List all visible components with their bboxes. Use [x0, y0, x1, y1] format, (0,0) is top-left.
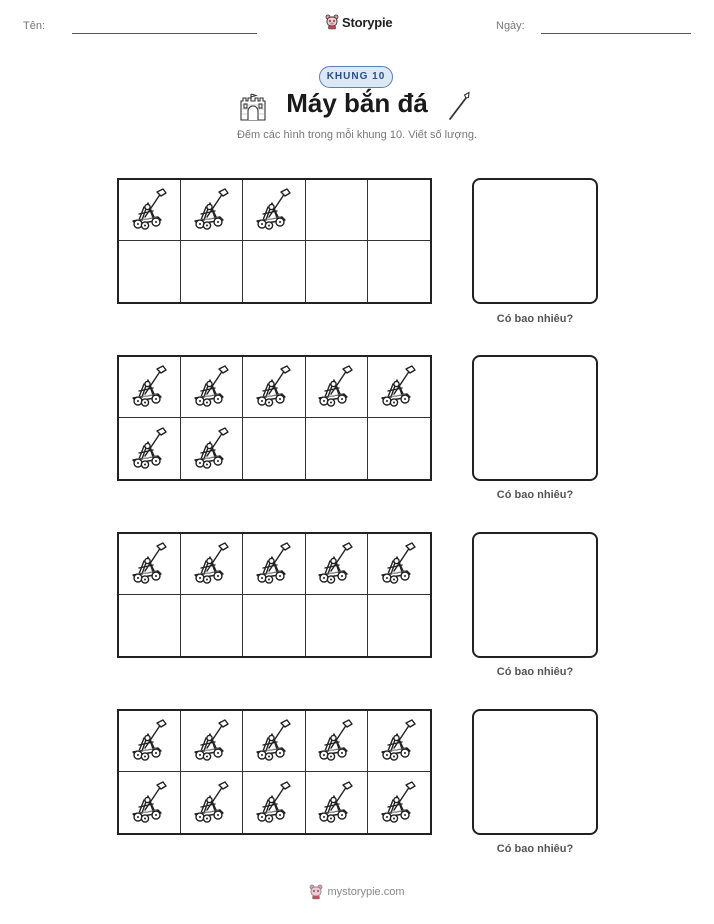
catapult-icon	[127, 718, 173, 764]
catapult-icon	[313, 780, 359, 826]
frame-cell	[119, 534, 181, 595]
footer-url: mystorypie.com	[327, 886, 405, 898]
catapult-icon	[189, 364, 235, 410]
frame-cell	[119, 418, 181, 479]
catapult-icon	[251, 541, 297, 587]
frame-cell	[243, 241, 305, 302]
catapult-icon	[251, 364, 297, 410]
catapult-icon	[127, 426, 173, 472]
footer	[0, 884, 714, 900]
catapult-icon	[127, 541, 173, 587]
answer-label-2: Có bao nhiêu?	[496, 489, 574, 501]
answer-label-4: Có bao nhiêu?	[496, 843, 574, 855]
frame-cell	[243, 595, 305, 656]
frame-cell	[368, 534, 430, 595]
frame-cell	[119, 595, 181, 656]
frame-cell	[181, 711, 243, 772]
worksheet-badge: KHUNG 10	[319, 66, 393, 88]
catapult-icon	[313, 364, 359, 410]
frame-cell	[181, 772, 243, 833]
answer-box-3[interactable]	[472, 532, 598, 658]
catapult-icon	[127, 364, 173, 410]
instructions: Đếm các hình trong mỗi khung 10. Viết số lượng.	[236, 129, 477, 141]
frame-cell	[119, 711, 181, 772]
spear-icon	[446, 91, 474, 121]
answer-box-2[interactable]	[472, 355, 598, 481]
frame-cell	[119, 357, 181, 418]
frame-cell	[243, 711, 305, 772]
frame-cell	[243, 357, 305, 418]
frame-cell	[243, 180, 305, 241]
ten-frame-3	[117, 532, 432, 658]
frame-cell	[181, 241, 243, 302]
date-label: Ngày:	[496, 20, 525, 32]
frame-cell	[306, 241, 368, 302]
frame-cell	[306, 418, 368, 479]
catapult-icon	[189, 541, 235, 587]
frame-cell	[368, 595, 430, 656]
name-field[interactable]	[72, 33, 257, 34]
frame-cell	[306, 595, 368, 656]
ten-frame-2	[117, 355, 432, 481]
answer-box-1[interactable]	[472, 178, 598, 304]
frame-cell	[368, 180, 430, 241]
mascot-icon	[325, 14, 339, 30]
brand-logo	[325, 14, 392, 30]
catapult-icon	[251, 718, 297, 764]
catapult-icon	[127, 780, 173, 826]
frame-cell	[181, 180, 243, 241]
frame-cell	[243, 534, 305, 595]
catapult-icon	[313, 541, 359, 587]
page-title: Máy bắn đá	[286, 88, 428, 118]
frame-cell	[306, 772, 368, 833]
catapult-icon	[376, 364, 422, 410]
catapult-icon	[251, 187, 297, 233]
frame-cell	[306, 534, 368, 595]
frame-cell	[368, 711, 430, 772]
catapult-icon	[189, 187, 235, 233]
frame-cell	[243, 772, 305, 833]
ten-frame-4	[117, 709, 432, 835]
catapult-icon	[376, 780, 422, 826]
catapult-icon	[189, 780, 235, 826]
catapult-icon	[376, 541, 422, 587]
catapult-icon	[376, 718, 422, 764]
frame-cell	[181, 418, 243, 479]
catapult-icon	[127, 187, 173, 233]
frame-cell	[368, 357, 430, 418]
frame-cell	[368, 241, 430, 302]
frame-cell	[119, 772, 181, 833]
frame-cell	[243, 418, 305, 479]
catapult-icon	[251, 780, 297, 826]
answer-box-4[interactable]	[472, 709, 598, 835]
catapult-icon	[313, 718, 359, 764]
catapult-icon	[189, 426, 235, 472]
frame-cell	[119, 180, 181, 241]
brand-name: Storypie	[342, 14, 393, 30]
frame-cell	[181, 357, 243, 418]
frame-cell	[181, 595, 243, 656]
frame-cell	[368, 772, 430, 833]
catapult-icon	[189, 718, 235, 764]
answer-label-3: Có bao nhiêu?	[496, 666, 574, 678]
mascot-icon	[309, 884, 323, 900]
name-label: Tên:	[23, 20, 46, 32]
frame-cell	[306, 180, 368, 241]
frame-cell	[306, 711, 368, 772]
date-field[interactable]	[541, 33, 691, 34]
frame-cell	[119, 241, 181, 302]
answer-label-1: Có bao nhiêu?	[496, 313, 574, 325]
ten-frame-1	[117, 178, 432, 304]
frame-cell	[368, 418, 430, 479]
frame-cell	[306, 357, 368, 418]
frame-cell	[181, 534, 243, 595]
